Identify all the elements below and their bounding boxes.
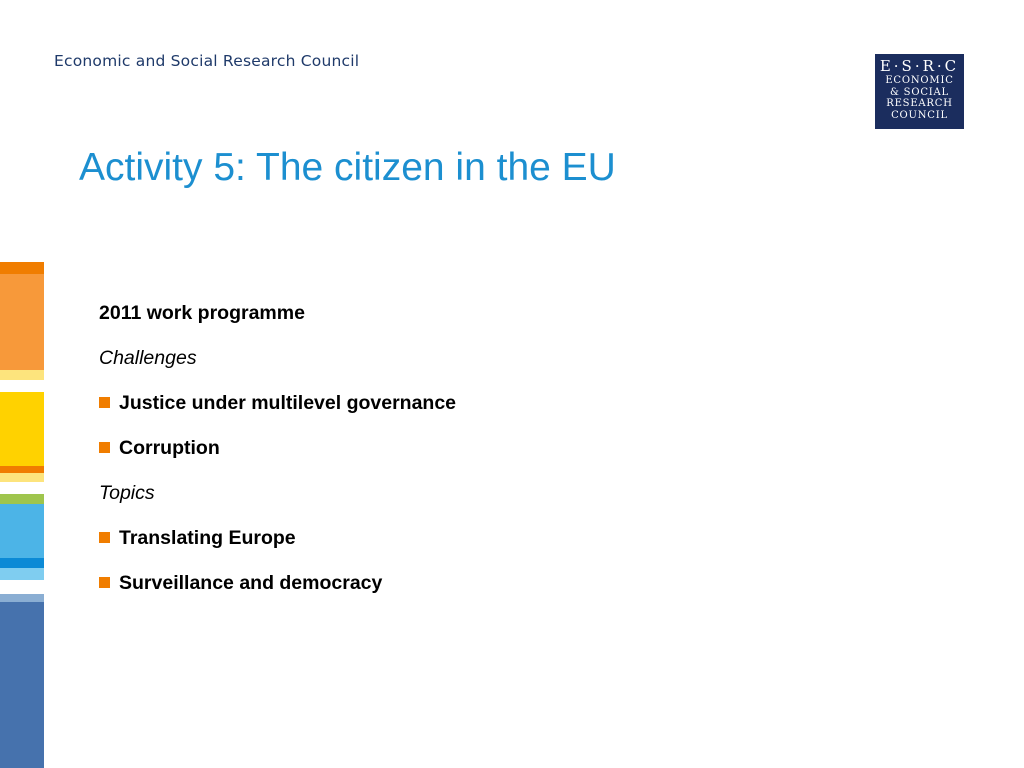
logo-line: COUNCIL (891, 109, 948, 121)
stripe-white-2 (0, 482, 44, 494)
list-item (99, 527, 296, 550)
stripe-light-blue (0, 504, 44, 558)
logo-line: RESEARCH (886, 98, 953, 109)
square-bullet-icon (99, 532, 110, 543)
list-item (99, 437, 220, 460)
list-item (99, 572, 382, 595)
stripe-orange-mid (0, 466, 44, 473)
stripe-white (0, 380, 44, 392)
list-item-text: Justice under multilevel governance (119, 392, 457, 414)
section-label-challenges: Challenges (99, 347, 197, 369)
body-heading: 2011 work programme (99, 302, 305, 324)
stripe-green (0, 494, 44, 504)
logo-line: & SOCIAL (890, 86, 949, 98)
list-item (99, 392, 456, 415)
esrc-logo (875, 54, 964, 129)
stripe-grey-blue (0, 594, 44, 602)
stripe-yellow (0, 392, 44, 466)
stripe-pale-yellow (0, 473, 44, 482)
stripe-blue (0, 558, 44, 568)
logo-line: ECONOMIC (885, 75, 954, 86)
decorative-stripes (0, 262, 44, 768)
stripe-orange-top (0, 262, 44, 274)
stripe-light-yellow (0, 370, 44, 380)
stripe-navy (0, 602, 44, 768)
square-bullet-icon (99, 397, 110, 408)
list-item-text: Translating Europe (119, 527, 296, 549)
stripe-pale-blue (0, 568, 44, 580)
square-bullet-icon (99, 442, 110, 453)
slide-title: Activity 5: The citizen in the EU (79, 146, 616, 189)
list-item-text: Corruption (119, 437, 220, 459)
list-item-text: Surveillance and democracy (119, 572, 383, 594)
org-name: Economic and Social Research Council (54, 52, 360, 70)
stripe-orange (0, 274, 44, 370)
square-bullet-icon (99, 577, 110, 588)
section-label-topics: Topics (99, 482, 155, 504)
logo-line: E·S·R·C (879, 57, 960, 75)
stripe-white-3 (0, 580, 44, 594)
